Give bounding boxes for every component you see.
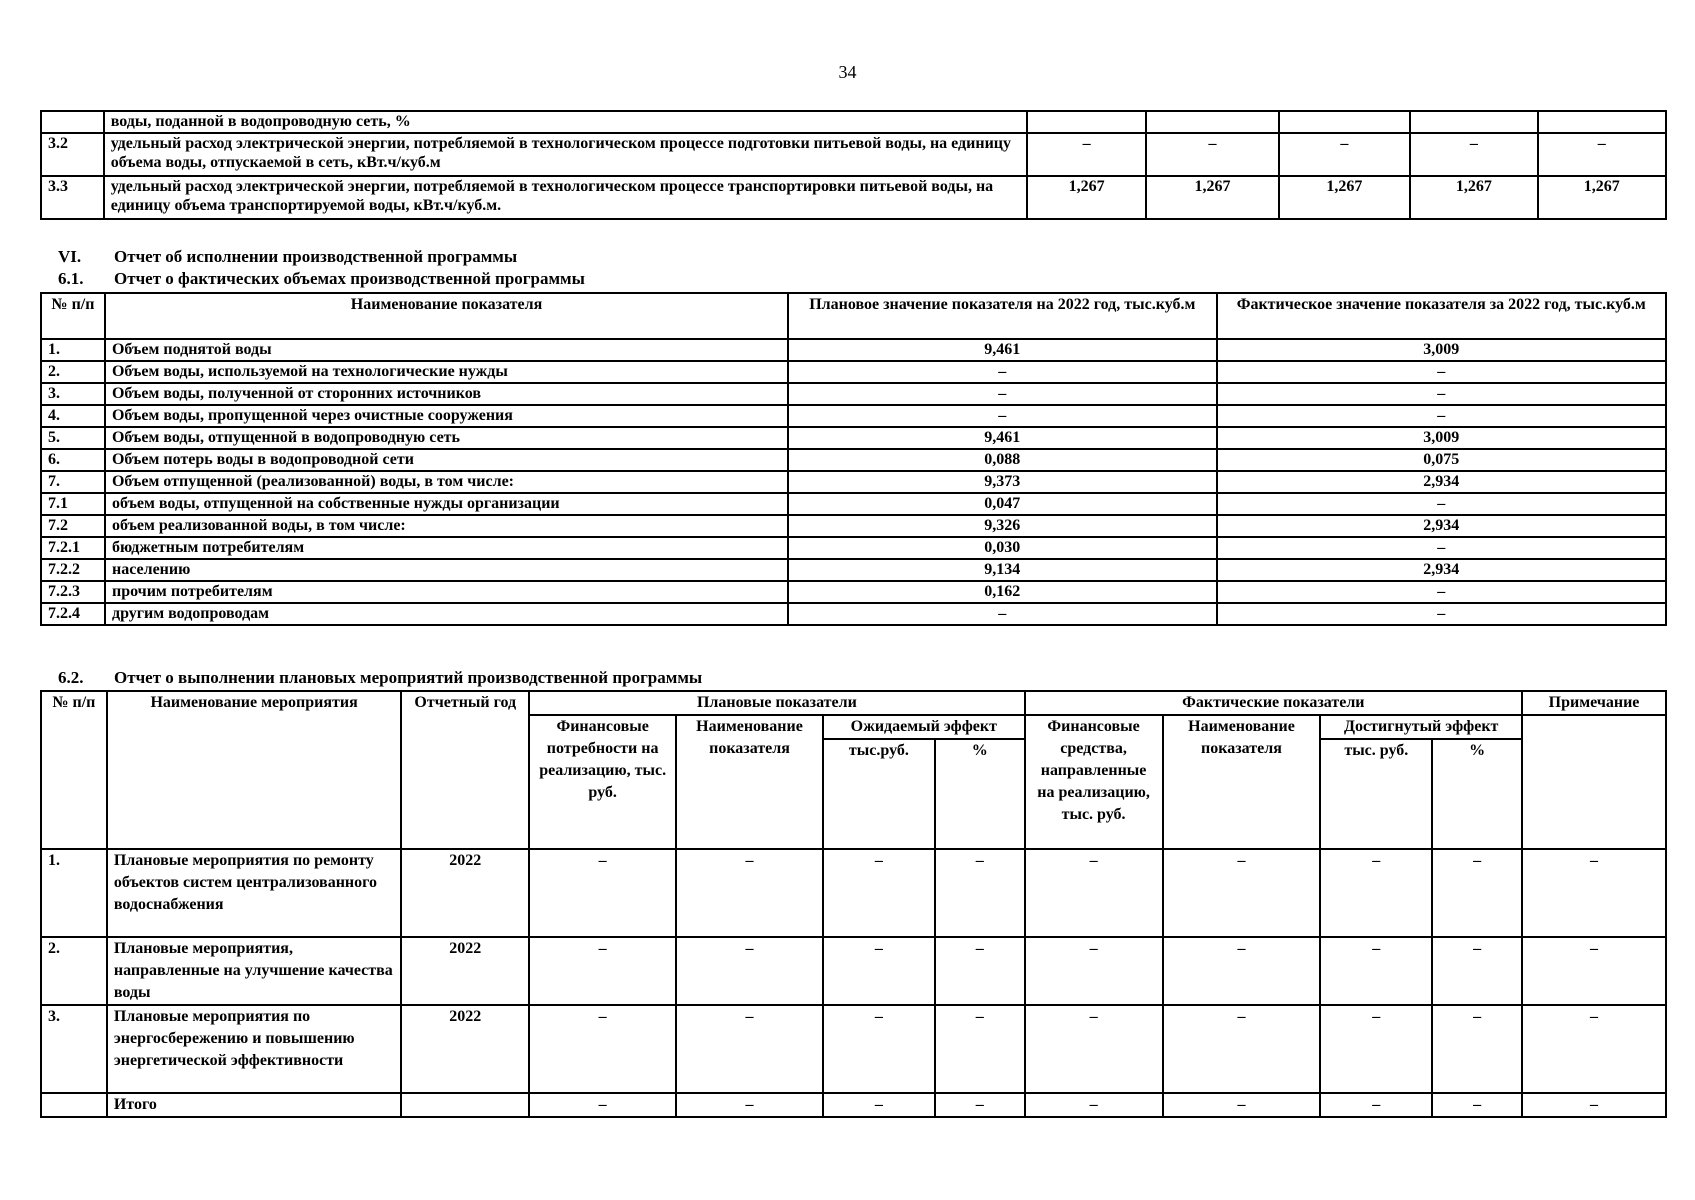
header-num: № п/п [41,691,107,849]
plan-value: – [788,603,1216,625]
plan-value: 9,134 [788,559,1216,581]
row-value: – [529,1093,676,1117]
fact-value: 2,934 [1217,559,1666,581]
table-row-total [41,1093,1666,1117]
row-value: – [1163,849,1321,937]
row-value: 1,267 [1279,176,1410,219]
row-value: – [1432,937,1522,1005]
row-value: – [1320,1093,1432,1117]
table-row [41,493,1666,515]
table-row [41,849,1666,937]
fact-value: 2,934 [1217,471,1666,493]
table-row [41,176,1666,219]
row-value: 1,267 [1146,176,1278,219]
row-value: – [1320,849,1432,937]
row-value [1027,111,1146,133]
row-number [41,111,104,133]
table-header-row [41,293,1666,339]
row-number: 3.3 [41,176,104,219]
row-name: удельный расход электрической энергии, потребляемой в технологическом процессе подготовки питьевой воды, на единицу объема воды, отпускаемой в сеть, кВт.ч/куб.м [104,133,1027,176]
header-fact-effect: Достигнутый эффект [1320,715,1522,739]
header-num: № п/п [41,293,105,339]
row-value: – [935,937,1025,1005]
row-name: Объем воды, используемой на технологические нужды [105,361,788,383]
fact-value: 3,009 [1217,339,1666,361]
plan-value: 9,461 [788,339,1216,361]
table-row [41,339,1666,361]
section-number: 6.2. [58,668,84,687]
row-value: – [1320,937,1432,1005]
row-number: 7.2.1 [41,537,105,559]
row-value [1410,111,1537,133]
header-fact-fin: Финансовые средства, направленные на реализацию, тыс. руб. [1025,715,1163,849]
row-name: населению [105,559,788,581]
row-value: – [676,1093,823,1117]
row-name: Объем потерь воды в водопроводной сети [105,449,788,471]
row-number: 2. [41,361,105,383]
fact-value: – [1217,383,1666,405]
row-value: – [1522,1005,1666,1093]
row-value: – [1279,133,1410,176]
fact-value: 3,009 [1217,427,1666,449]
subsection-title [58,668,702,688]
header-plan-effect-rub: тыс.руб. [823,739,935,849]
row-name: Объем поднятой воды [105,339,788,361]
row-value: 1,267 [1538,176,1666,219]
row-value [1146,111,1278,133]
row-value: – [1432,1005,1522,1093]
row-name: удельный расход электрической энергии, потребляемой в технологическом процессе транспортировки питьевой воды, на единицу объема транспортируемой воды, кВт.ч/куб.м. [104,176,1027,219]
header-fact-effect-rub: тыс. руб. [1320,739,1432,849]
row-number: 3. [41,383,105,405]
row-value: – [823,1005,935,1093]
fact-value: – [1217,405,1666,427]
row-name: Объем воды, пропущенной через очистные сооружения [105,405,788,427]
fact-value: – [1217,581,1666,603]
plan-value: 9,373 [788,471,1216,493]
fact-value: – [1217,493,1666,515]
plan-value: – [788,361,1216,383]
section-heading: Отчет о фактических объемах производственной программы [114,269,585,288]
row-value: 1,267 [1027,176,1146,219]
row-value: – [529,1005,676,1093]
plan-value: 0,030 [788,537,1216,559]
table-row [41,405,1666,427]
header-name: Наименование показателя [105,293,788,339]
header-year: Отчетный год [401,691,529,849]
row-value: – [676,849,823,937]
row-name: бюджетным потребителям [105,537,788,559]
row-value: – [1538,133,1666,176]
header-note: Примечание [1522,691,1666,715]
row-number: 3.2 [41,133,104,176]
measures-table [40,690,1667,1118]
header-plan: Плановое значение показателя на 2022 год, тыс.куб.м [788,293,1216,339]
row-number: 1. [41,339,105,361]
table-row [41,427,1666,449]
row-year: 2022 [401,849,529,937]
section-number: 6.1. [58,269,84,288]
row-number: 4. [41,405,105,427]
row-value: – [1163,1005,1321,1093]
table-row [41,111,1666,133]
row-name: другим водопроводам [105,603,788,625]
row-number: 7. [41,471,105,493]
row-value: – [1025,937,1163,1005]
row-name: Объем воды, полученной от сторонних источников [105,383,788,405]
row-name: Плановые мероприятия по энергосбережению и повышению энергетической эффективности [107,1005,402,1093]
row-value: – [1522,1093,1666,1117]
plan-value: 0,047 [788,493,1216,515]
row-value: – [529,849,676,937]
fact-value: – [1217,603,1666,625]
section-heading: Отчет об исполнении производственной программы [114,247,518,266]
row-value: – [935,1005,1025,1093]
row-year [401,1093,529,1117]
row-value: – [1025,849,1163,937]
row-name: воды, поданной в водопроводную сеть, % [104,111,1027,133]
header-fact: Фактическое значение показателя за 2022 год, тыс.куб.м [1217,293,1666,339]
header-plan-fin: Финансовые потребности на реализацию, тыс. руб. [529,715,676,849]
table-row [41,383,1666,405]
section-number: VI. [58,247,82,266]
header-name: Наименование мероприятия [107,691,402,849]
table-row [41,603,1666,625]
table-row [41,471,1666,493]
row-value: – [823,849,935,937]
row-value: – [1146,133,1278,176]
row-value: – [1522,937,1666,1005]
row-number: 1. [41,849,107,937]
table-row [41,515,1666,537]
plan-value: 0,162 [788,581,1216,603]
plan-value: 0,088 [788,449,1216,471]
header-plan-effect-pct: % [935,739,1025,849]
row-number: 2. [41,937,107,1005]
header-plan-effect: Ожидаемый эффект [823,715,1025,739]
plan-value: – [788,405,1216,427]
row-value: – [529,937,676,1005]
page-number: 34 [838,62,857,82]
table-row [41,581,1666,603]
row-value: – [676,1005,823,1093]
row-value: – [935,1093,1025,1117]
row-value: – [1027,133,1146,176]
row-name: объем реализованной воды, в том числе: [105,515,788,537]
header-fact-indicator: Наименование показателя [1163,715,1321,849]
row-value: 1,267 [1410,176,1537,219]
table-row [41,937,1666,1005]
row-value: – [935,849,1025,937]
row-number: 5. [41,427,105,449]
row-name: Плановые мероприятия, направленные на улучшение качества воды [107,937,402,1005]
row-value: – [1163,1093,1321,1117]
subsection-title [58,269,585,289]
table-row [41,449,1666,471]
table-row [41,537,1666,559]
row-value: – [823,1093,935,1117]
row-value: – [676,937,823,1005]
row-name: Итого [107,1093,402,1117]
table-row [41,133,1666,176]
row-year: 2022 [401,1005,529,1093]
row-number: 3. [41,1005,107,1093]
table-row [41,559,1666,581]
row-number [41,1093,107,1117]
row-value: – [1432,849,1522,937]
row-value [1279,111,1410,133]
row-number: 6. [41,449,105,471]
header-fact-group: Фактические показатели [1025,691,1522,715]
plan-value: 9,461 [788,427,1216,449]
volumes-table [40,292,1667,626]
row-value: – [1025,1005,1163,1093]
header-plan-group: Плановые показатели [529,691,1024,715]
fact-value: 0,075 [1217,449,1666,471]
row-value: – [1410,133,1537,176]
row-value: – [1025,1093,1163,1117]
header-fact-effect-pct: % [1432,739,1522,849]
indicators-table [40,110,1667,220]
plan-value: – [788,383,1216,405]
row-value [1538,111,1666,133]
section-title [58,247,517,267]
row-year: 2022 [401,937,529,1005]
row-value: – [823,937,935,1005]
row-value: – [1320,1005,1432,1093]
table-header-row [41,691,1666,715]
fact-value: – [1217,537,1666,559]
row-name: прочим потребителям [105,581,788,603]
row-name: Объем воды, отпущенной в водопроводную сеть [105,427,788,449]
plan-value: 9,326 [788,515,1216,537]
row-value: – [1432,1093,1522,1117]
table-row [41,1005,1666,1093]
row-name: Плановые мероприятия по ремонту объектов систем централизованного водоснабжения [107,849,402,937]
fact-value: – [1217,361,1666,383]
row-number: 7.2 [41,515,105,537]
row-number: 7.2.3 [41,581,105,603]
row-name: Объем отпущенной (реализованной) воды, в том числе: [105,471,788,493]
row-value: – [1163,937,1321,1005]
fact-value: 2,934 [1217,515,1666,537]
row-name: объем воды, отпущенной на собственные нужды организации [105,493,788,515]
section-heading: Отчет о выполнении плановых мероприятий производственной программы [114,668,703,687]
row-number: 7.2.2 [41,559,105,581]
header-note-empty [1522,715,1666,849]
row-number: 7.2.4 [41,603,105,625]
row-value: – [1522,849,1666,937]
table-row [41,361,1666,383]
header-plan-indicator: Наименование показателя [676,715,823,849]
row-number: 7.1 [41,493,105,515]
